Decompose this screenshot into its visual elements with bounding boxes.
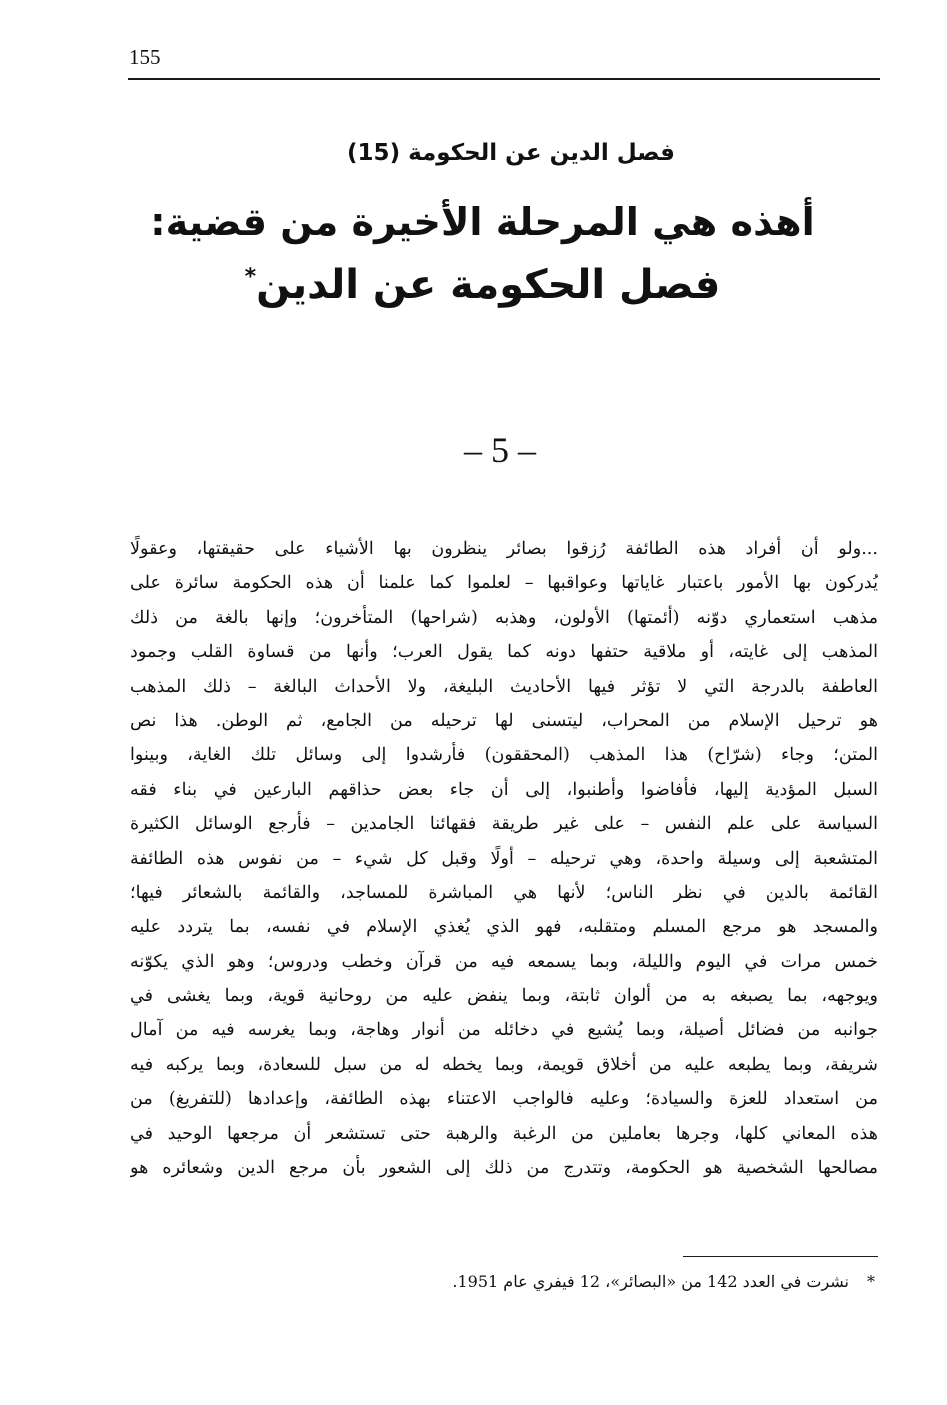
body-line: جوانبه من فضائل أصيلة، وبما يُشيع في دخائله من أنوار وهاجة، وبما يغرسه فيه من آمال bbox=[130, 1020, 878, 1041]
footnote bbox=[380, 1268, 875, 1296]
body-line: القائمة بالدين في نظر الناس؛ لأنها هي المباشرة للمساجد، والقائمة بالشعائر فيها؛ bbox=[130, 882, 878, 903]
footnote-mark: * bbox=[867, 1272, 875, 1291]
title-footnote-mark: * bbox=[244, 264, 257, 290]
body-line: المتشعبة إلى وسيلة واحدة، وهي ترحيله – أولًا وقبل كل شيء – من نفوس هذه الطائفة bbox=[130, 848, 878, 869]
body-line: هو ترحيل الإسلام من المحراب، ليتسنى لها ترحيله من الجامع، ثم الوطن. هذا نص bbox=[130, 710, 878, 731]
body-line: خمس مرات في اليوم والليلة، وبما يسمعه فيه من قرآن وخطب ودروس؛ وهو الذي يكوّنه bbox=[130, 951, 878, 972]
body-line: هذه المعاني كلها، وجرها بعاملين من الرغبة والرهبة حتى تستشعر أن مرجعها الوحيد في bbox=[130, 1123, 878, 1144]
body-line: المذهب إلى غايته، أو ملاقية حتفها دونه كما يقول العرب؛ وأنها من قساوة القلب وجمود bbox=[130, 642, 878, 663]
series-title: فصل الدين عن الحكومة (15) bbox=[347, 140, 675, 166]
body-line: المتن؛ وجاء (شرّاح) هذا المذهب (المحققون) فأرشدوا إلى وسائل تلك الغاية، وبينوا bbox=[130, 745, 878, 766]
main-title-line bbox=[150, 254, 815, 316]
body-text bbox=[130, 532, 878, 1256]
body-line: يُدركون بها الأمور باعتبار غاياتها وعواقبها – لعلموا كما علمنا أن هذه الحكومة سائرة على bbox=[130, 573, 878, 594]
body-line: مذهب استعماري دوّنه (أئمتها) الأولون، وهذبه (شراحها) المتأخرون؛ وإنها بالغة من ذلك bbox=[130, 607, 878, 628]
body-line: السياسة على علم النفس – على غير طريقة فقهائنا الجامدين – فأرجع الوسائل الكثيرة bbox=[130, 814, 878, 835]
body-line: والمسجد هو مرجع المسلم ومتقلبه، فهو الذي يُغذي الإسلام في نفسه، بما يتردد عليه bbox=[130, 917, 878, 938]
body-line: ويوجهه، بما يصبغه به من ألوان ثابتة، وبما ينفض عليه من روحانية قوية، وبما يغشى في bbox=[130, 986, 878, 1007]
footnote-rule bbox=[683, 1256, 878, 1257]
body-line: السبل المؤدية إليها، فأفاضوا وأطنبوا، إلى أن جاء بعض حذاقهم البارعين في بناء فقه bbox=[130, 779, 878, 800]
page-number: 155 bbox=[129, 45, 161, 69]
body-line: شريفة، وبما يطبعه عليه من أخلاق قويمة، وبما يخطه له من سبل للسعادة، وبما يركبه فيه bbox=[130, 1054, 878, 1075]
header-rule bbox=[128, 78, 880, 80]
body-line: ...ولو أن أفراد هذه الطائفة رُزقوا بصائر ينظرون بها الأشياء على حقيقتها، وعقولًا bbox=[130, 539, 878, 559]
section-number: – 5 – bbox=[464, 430, 536, 470]
main-title-line: أهذه هي المرحلة الأخيرة من قضية: bbox=[150, 201, 815, 245]
main-title-line-text: فصل الحكومة عن الدين bbox=[256, 262, 721, 308]
body-line: من استعداد للعزة والسيادة؛ وعليه فالواجب الاعتناء بهذه الطائفة، وإعدادها (للتفريغ) من bbox=[130, 1089, 878, 1110]
footnote-text: نشرت في العدد 142 من «البصائر»، 12 فيفري عام 1951. bbox=[452, 1272, 849, 1291]
body-line: العاطفة بالدرجة التي لا تؤثر فيها الأحاديث البليغة، ولا الأحداث البالغة – ذلك المذهب bbox=[130, 676, 878, 697]
body-line: مصالحها الشخصية هو الحكومة، وتتدرج من ذلك إلى الشعور بأن مرجع الدين وشعائره هو bbox=[130, 1158, 878, 1179]
main-title bbox=[150, 192, 815, 316]
